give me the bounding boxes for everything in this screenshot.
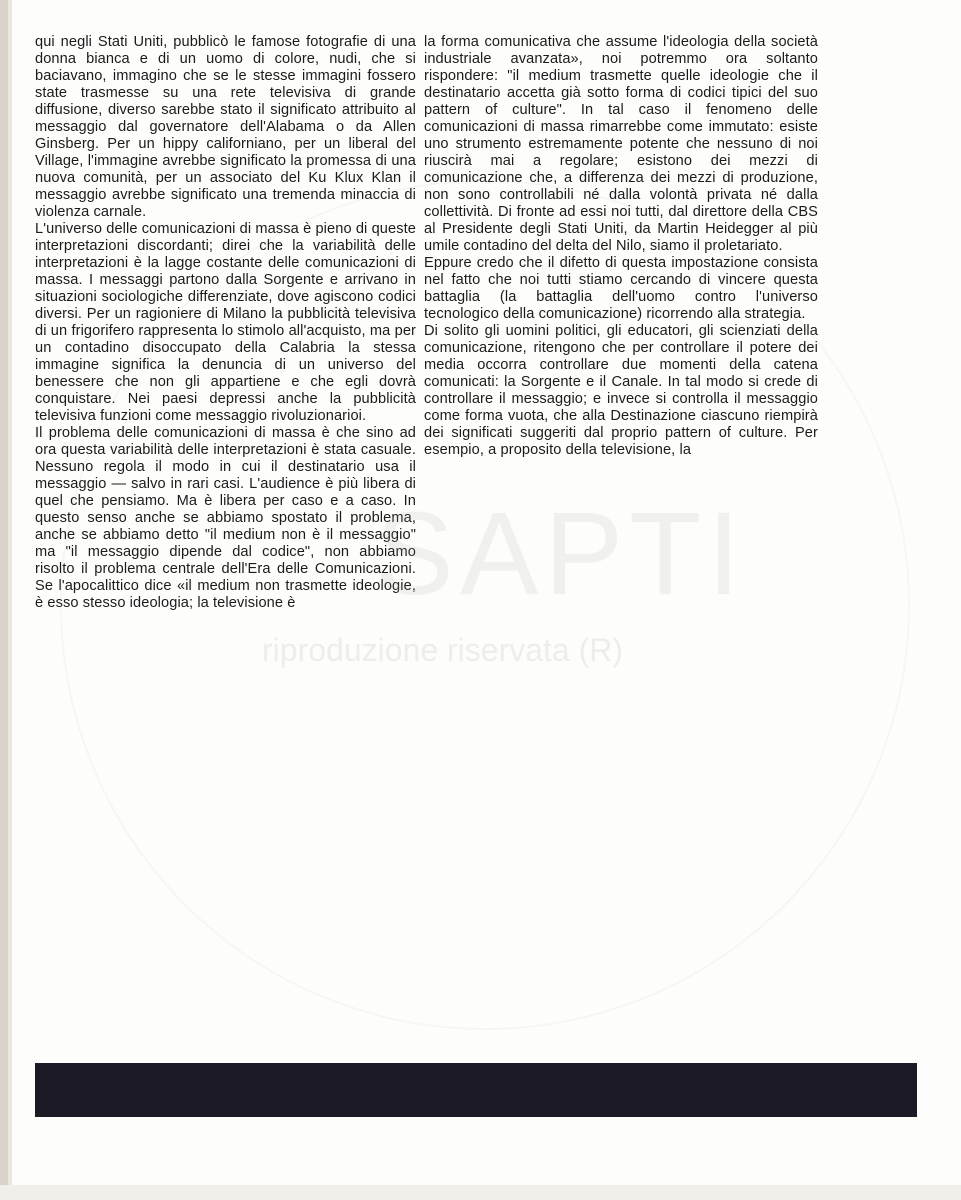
left-text-column [35, 34, 416, 612]
page-left-edge [0, 0, 8, 1200]
left-paragraph-3: Il problema delle comunicazioni di massa è che sino ad ora questa variabilità delle interpretazioni è stata casuale. Nessuno regola il modo in cui il destinatario usa il messaggio — salvo in rari casi. L'audience è più libera di quel che pensiamo. Ma è libera per caso e a caso. In questo senso anche se abbiamo spostato il problema, anche se abbiamo detto "il medium non è il messaggio" ma "il messaggio dipende dal codice", non abbiamo risolto il problema centrale dell'Era delle Comunicazioni. Se l'apocalittico dice «il medium non trasmette ideologie, è esso stesso ideologia; la televisione è [35, 425, 416, 611]
right-text-column [424, 34, 818, 459]
right-paragraph-3: Di solito gli uomini politici, gli educatori, gli scienziati della comunicazione, ritengono che per controllare il potere dei media occorra controllare due momenti della catena comunicati: la Sorgente e il Canale. In tal modo si crede di controllare il messaggio; e invece si controlla il messaggio come forma vuota, che alla Destinazione ciascuno riempirà dei significati suggeriti dal proprio pattern of culture. Per esempio, a proposito della televisione, la [424, 323, 818, 458]
left-paragraph-1: qui negli Stati Uniti, pubblicò le famose fotografie di una donna bianca e di un uomo di colore, nudi, che si baciavano, immagino che se le stesse immagini fossero state trasmesse su una rete televisiva di grande diffusione, diverso sarebbe stato il significato attribuito al messaggio dal governatore dell'Alabama o da Allen Ginsberg. Per un hippy californiano, per un liberal del Village, l'immagine avrebbe significato la promessa di una nuova comunità, per un associato del Ku Klux Klan il messaggio avrebbe significato una tremenda minaccia di violenza carnale. [35, 34, 416, 220]
dark-footer-band [35, 1063, 917, 1117]
watermark-caption: riproduzione riservata (R) [262, 632, 624, 668]
left-paragraph-2: L'universo delle comunicazioni di massa è pieno di queste interpretazioni discordanti; direi che la variabilità delle interpretazioni è la lagge costante delle comunicazioni di massa. I messaggi partono dalla Sorgente e arrivano in situazioni sociologiche differenziate, dove agiscono codici diversi. Per un ragioniere di Milano la pubblicità televisiva di un frigorifero rappresenta lo stimolo all'acquisto, ma per un contadino disoccupato della Calabria la stessa immagine significa la denuncia di un universo del benessere che non gli appartiene e che egli dovrà conquistare. Nei paesi depressi anche la pubblicità televisiva funzioni come messaggio rivoluzionarioi. [35, 221, 416, 424]
right-paragraph-1: la forma comunicativa che assume l'ideologia della società industriale avanzata», noi potremmo ora soltanto rispondere: "il medium trasmette quelle ideologie che il destinatario accetta già sotto forma di codici tipici del suo pattern of culture". In tal caso il fenomeno delle comunicazioni di massa rimarrebbe come immutato: esiste uno strumento estremamente potente che nessuno di noi riuscirà mai a regolare; esistono dei mezzi di comunicazione che, a differenza dei mezzi di produzione, non sono controllabili né dalla volontà privata né dalla collettività. Di fronte ad essi noi tutti, dal direttore della CBS al Presidente degli Stati Uniti, da Martin Heidegger al più umile contadino del delta del Nilo, siamo il proletariato. [424, 34, 818, 254]
right-paragraph-2: Eppure credo che il difetto di questa impostazione consista nel fatto che noi tutti stiamo cercando di vincere questa battaglia (la battaglia dell'uomo contro l'universo tecnologico della comunicazione) ricorrendo alla strategia. [424, 255, 818, 322]
page-left-edge-shadow [8, 0, 12, 1200]
watermark-logo: SAPTI [375, 488, 746, 620]
page-bottom-edge [0, 1185, 961, 1200]
